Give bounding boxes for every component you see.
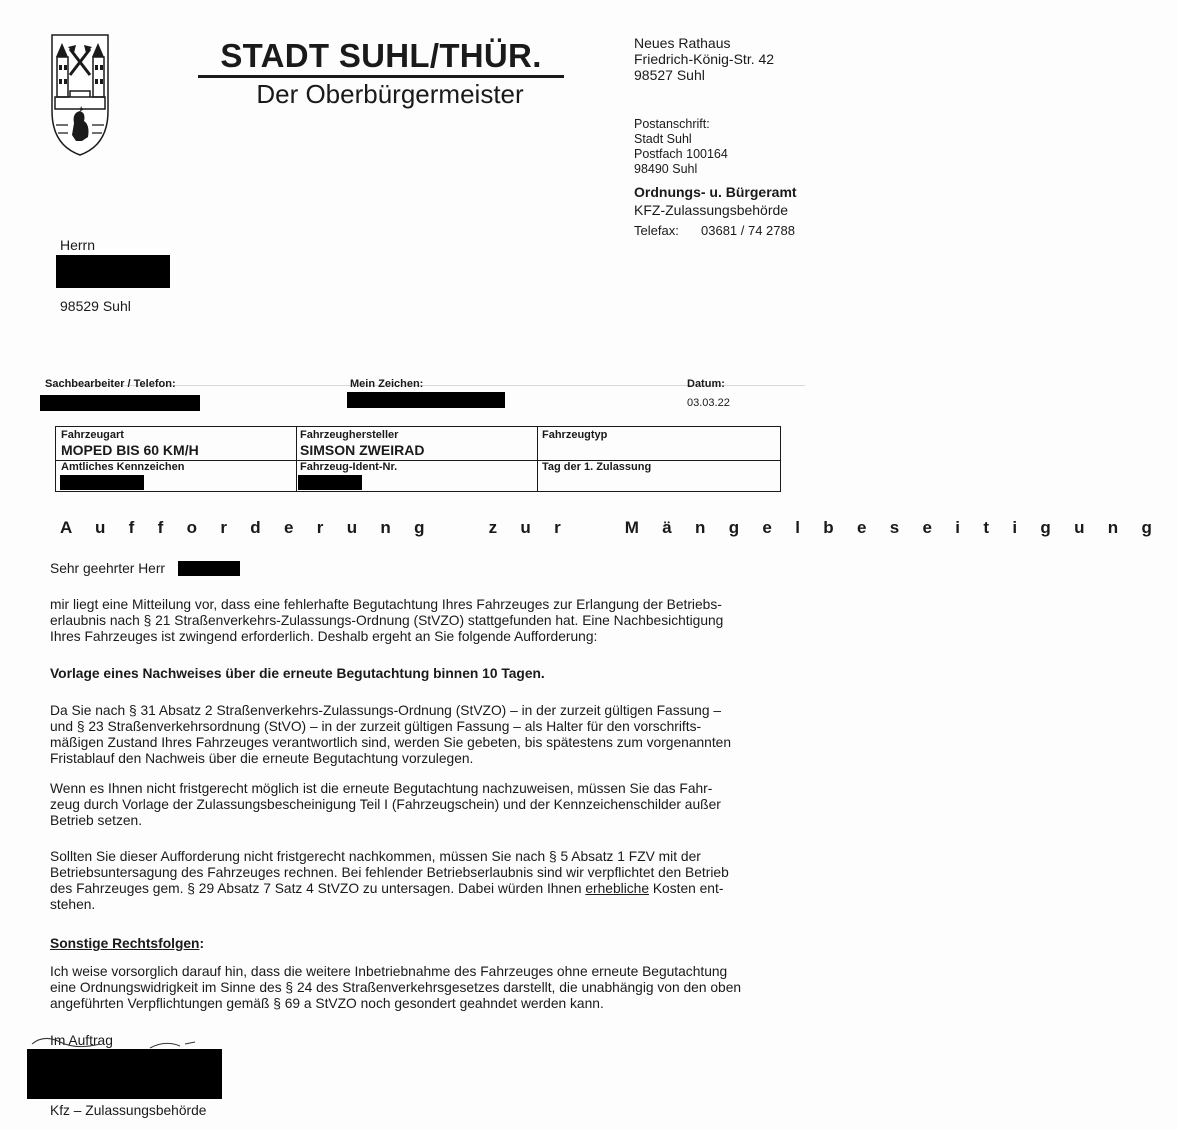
heading-word: M ä n g e l b e s e i t i g u n g xyxy=(624,518,1162,537)
redacted-reference xyxy=(347,392,505,408)
text-segment: des Fahrzeuges gem. § 29 Absatz 7 Satz 4 StVZO zu untersagen. Dabei würden Ihnen xyxy=(50,881,582,896)
office-name: Ordnungs- u. Bürgeramt xyxy=(634,184,797,200)
redacted-signature xyxy=(27,1049,222,1099)
text-line: mir liegt eine Mitteilung vor, dass eine fehlerhafte Begutachtung Ihres Fahrzeuges zur Erlangung der Betriebs- xyxy=(50,597,722,612)
recipient-salutation: Herrn xyxy=(60,237,96,253)
consequences-colon: : xyxy=(199,936,205,951)
postal-line: Postfach 100164 xyxy=(634,147,728,161)
demand-statement: Vorlage eines Nachweises über die erneute Begutachtung binnen 10 Tagen. xyxy=(50,666,545,681)
vehicle-maker-label: Fahrzeughersteller xyxy=(300,429,399,441)
greeting xyxy=(50,561,802,577)
text-line: Sollten Sie dieser Aufforderung nicht fristgerecht nachkommen, müssen Sie nach § 5 Absatz 1 FZV mit der xyxy=(50,849,701,864)
vehicle-model-label: Fahrzeugtyp xyxy=(542,429,608,441)
address-line: Friedrich-König-Str. 42 xyxy=(634,51,775,67)
address-line: 98527 Suhl xyxy=(634,67,705,83)
redacted-clerk xyxy=(40,395,200,411)
text-line: angeführten Verpflichtungen gemäß § 69 a StVZO noch gesondert geahndet werden kann. xyxy=(50,996,604,1011)
text-line: Da Sie nach § 31 Absatz 2 Straßenverkehrs-Zulassungs-Ordnung (StVZO) – in der zurzeit gültigen Fassung – xyxy=(50,703,722,718)
city-title: STADT SUHL/THÜR. xyxy=(220,37,542,74)
text-line: Betrieb setzen. xyxy=(50,813,143,828)
postal-label: Postanschrift: xyxy=(634,117,710,131)
clerk-label: Sachbearbeiter / Telefon: xyxy=(45,378,176,390)
paragraph-prohibition xyxy=(50,849,802,913)
vehicle-type-label: Fahrzeugart xyxy=(61,429,124,441)
sender-address xyxy=(634,35,774,83)
text-line xyxy=(50,881,802,897)
table-column-divider xyxy=(537,427,538,491)
redacted-vin xyxy=(298,475,362,490)
consequences-heading xyxy=(50,936,802,952)
redacted-recipient-surname xyxy=(178,561,240,576)
postal-address xyxy=(634,117,728,177)
text-line: mäßigen Zustand Ihres Fahrzeuges verantwortlich sind, werden Sie gebeten, bis spätestens zum vorgenannten xyxy=(50,735,732,750)
emphasis-text: erhebliche xyxy=(585,881,650,896)
text-line: erlaubnis nach § 21 Straßenverkehrs-Zulassungs-Ordnung (StVZO) stattgefunden hat. Eine Nachbesichtigung xyxy=(50,613,724,628)
text-line: stehen. xyxy=(50,897,96,912)
vehicle-type-value: MOPED BIS 60 KM/H xyxy=(61,442,199,458)
paragraph-responsibility xyxy=(50,703,802,767)
redacted-plate xyxy=(60,475,144,490)
vehicle-table xyxy=(55,426,781,492)
first-registration-label: Tag der 1. Zulassung xyxy=(542,461,652,473)
text-line: und § 23 Straßenverkehrsordnung (StVO) – in der zurzeit gültigen Fassung – als Halter für den vorschrifts- xyxy=(50,719,702,734)
department-name: KFZ-Zulassungsbehörde xyxy=(634,202,789,218)
paragraph-consequences xyxy=(50,964,802,1012)
plate-label: Amtliches Kennzeichen xyxy=(61,461,185,473)
recipient-city: 98529 Suhl xyxy=(60,298,131,314)
fax-number: 03681 / 74 2788 xyxy=(701,223,795,238)
postal-line: Stadt Suhl xyxy=(634,132,692,146)
reference-label: Mein Zeichen: xyxy=(350,378,424,390)
city-coat-of-arms xyxy=(50,33,110,157)
text-segment: Kosten ent- xyxy=(649,881,724,896)
paragraph-intro xyxy=(50,597,802,645)
text-line: zeug durch Vorlage der Zulassungsbescheinigung Teil I (Fahrzeugschein) und der Kennzeichenschilder außer xyxy=(50,797,721,812)
fax-label: Telefax: xyxy=(634,223,679,238)
date-value: 03.03.22 xyxy=(687,397,730,409)
text-line: Ihres Fahrzeuges ist zwingend erforderlich. Deshalb ergeht an Sie folgende Aufforderung: xyxy=(50,629,598,644)
text-line: Fristablauf den Nachweis über die erneute Begutachtung vorzulegen. xyxy=(50,751,474,766)
postal-line: 98490 Suhl xyxy=(634,162,698,176)
vehicle-maker-value: SIMSON ZWEIRAD xyxy=(300,442,425,458)
text-line: eine Ordnungswidrigkeit im Sinne des § 24 des Straßenverkehrsgesetzes darstellt, die unabhängig von den oben xyxy=(50,980,742,995)
greeting-text: Sehr geehrter Herr xyxy=(50,561,166,576)
consequences-heading-text: Sonstige Rechtsfolgen xyxy=(50,936,200,951)
redacted-recipient-name xyxy=(56,255,170,288)
address-line: Neues Rathaus xyxy=(634,35,731,51)
vin-label: Fahrzeug-Ident-Nr. xyxy=(300,461,398,473)
paragraph-deregistration xyxy=(50,781,802,829)
letter-heading xyxy=(60,518,1178,538)
mayor-subtitle: Der Oberbürgermeister xyxy=(256,79,524,109)
text-line: Wenn es Ihnen nicht fristgerecht möglich ist die erneute Begutachtung nachzuweisen, müssen Sie das Fahr- xyxy=(50,781,713,796)
table-column-divider xyxy=(296,427,297,491)
heading-word: A u f f o r d e r u n g xyxy=(60,518,434,537)
sign-prefix: Im Auftrag xyxy=(50,1033,113,1048)
date-label: Datum: xyxy=(687,378,725,390)
text-line: Betriebsuntersagung des Fahrzeuges rechnen. Bei fehlender Betriebserlaubnis sind wir verpflichtet den Betrieb xyxy=(50,865,729,880)
heading-word: z u r xyxy=(488,518,571,537)
sign-office: Kfz – Zulassungsbehörde xyxy=(50,1103,207,1118)
text-line: Ich weise vorsorglich darauf hin, dass die weitere Inbetriebnahme des Fahrzeuges ohne erneute Begutachtung xyxy=(50,964,728,979)
